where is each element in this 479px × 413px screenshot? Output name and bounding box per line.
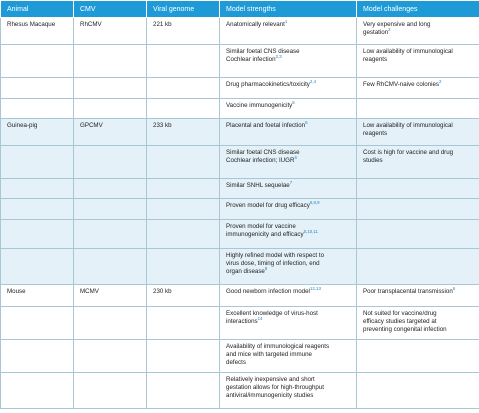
cmv-cell bbox=[74, 78, 147, 99]
strength-text-line bbox=[226, 99, 352, 110]
table-row bbox=[1, 285, 479, 307]
viral-genome-cell bbox=[147, 249, 220, 285]
challenge-text: reagents bbox=[363, 55, 388, 63]
model-challenge-cell bbox=[357, 249, 479, 285]
model-strength-cell bbox=[220, 78, 357, 99]
header-cmv: CMV bbox=[74, 1, 147, 18]
strength-text-line bbox=[226, 359, 352, 367]
reference-superscript: 6,8,9 bbox=[309, 199, 320, 205]
table-row bbox=[1, 199, 479, 220]
model-strength-cell bbox=[220, 199, 357, 220]
challenge-text: Not suited for vaccine/drug bbox=[363, 310, 437, 317]
strength-text-line bbox=[226, 154, 352, 165]
animal-cell bbox=[1, 146, 74, 179]
animal-cell bbox=[1, 307, 74, 340]
strength-text: Cochlear infection; IUGR bbox=[226, 156, 295, 164]
model-strength-cell bbox=[220, 146, 357, 179]
strength-text-line bbox=[226, 119, 352, 130]
viral-genome-cell: 230 kb bbox=[147, 285, 220, 307]
strength-text-line bbox=[226, 48, 352, 56]
strength-text-line bbox=[226, 315, 352, 326]
strength-text-line bbox=[226, 18, 352, 29]
reference-superscript: 6 bbox=[452, 285, 456, 291]
challenge-text: Very expensive and long bbox=[363, 21, 431, 28]
table-row bbox=[1, 119, 479, 146]
strength-text: Placental and foetal infection bbox=[226, 122, 306, 129]
model-strength-cell bbox=[220, 249, 357, 285]
model-challenge-cell bbox=[357, 146, 479, 179]
animal-cell bbox=[1, 45, 74, 78]
cmv-cell bbox=[74, 307, 147, 340]
table-row bbox=[1, 220, 479, 249]
model-challenge-cell bbox=[357, 373, 479, 409]
reference-superscript: 5 bbox=[292, 99, 295, 105]
table-row bbox=[1, 99, 479, 119]
table-row bbox=[1, 45, 479, 78]
reference-superscript: 2 bbox=[388, 26, 391, 32]
strength-text: Highly refined model with respect to bbox=[226, 252, 325, 259]
model-challenge-cell bbox=[357, 179, 479, 199]
challenge-text-line bbox=[363, 21, 475, 29]
table-row bbox=[1, 146, 479, 179]
strength-text: Similar foetal CNS disease bbox=[226, 48, 300, 55]
model-challenge-cell bbox=[357, 285, 479, 307]
table-row bbox=[1, 249, 479, 285]
reference-superscript: 2 bbox=[439, 78, 442, 84]
strength-text-line bbox=[226, 376, 352, 384]
strength-text: Proven model for drug efficacy bbox=[226, 202, 310, 209]
strength-text: virus dose, timing of infection, end bbox=[226, 259, 320, 267]
strength-text-line bbox=[226, 310, 352, 318]
cmv-cell bbox=[74, 146, 147, 179]
strength-text-line bbox=[226, 53, 352, 64]
strength-text-line bbox=[226, 223, 352, 231]
animal-cell bbox=[1, 179, 74, 199]
strength-text-line bbox=[226, 384, 352, 392]
strength-text: defects bbox=[226, 358, 246, 366]
viral-genome-cell bbox=[147, 45, 220, 78]
reference-superscript: 5,10,11 bbox=[303, 228, 318, 234]
strength-text-line bbox=[226, 285, 352, 296]
challenge-text-line bbox=[363, 130, 475, 138]
model-strength-cell bbox=[220, 285, 357, 307]
animal-cell bbox=[1, 373, 74, 409]
reference-superscript: 12,13 bbox=[309, 285, 321, 291]
challenge-text: preventing congenital infection bbox=[363, 325, 447, 333]
challenge-text-line bbox=[363, 157, 475, 165]
cmv-cell bbox=[74, 220, 147, 249]
challenge-text: studies bbox=[363, 156, 383, 164]
reference-superscript: 8 bbox=[264, 265, 268, 271]
strength-text-line bbox=[226, 199, 352, 210]
challenge-text-line bbox=[363, 26, 475, 37]
strength-text: Similar SNHL sequelae bbox=[226, 182, 290, 189]
animal-cell bbox=[1, 99, 74, 119]
challenge-text-line bbox=[363, 149, 475, 157]
header-viral-genome: Viral genome bbox=[147, 1, 220, 18]
model-challenge-cell bbox=[357, 307, 479, 340]
strength-text: Drug pharmacokinetics/toxicity bbox=[226, 81, 310, 88]
strength-text: Vaccine immunogenicity bbox=[226, 102, 293, 109]
strength-text: organ disease bbox=[226, 267, 265, 275]
table-row bbox=[1, 307, 479, 340]
strength-text: Anatomically relevant bbox=[226, 21, 285, 28]
challenge-text: Cost is high for vaccine and drug bbox=[363, 149, 454, 156]
challenge-text-line bbox=[363, 56, 475, 64]
strength-text: Availability of immunological reagents bbox=[226, 343, 330, 350]
model-challenge-cell bbox=[357, 220, 479, 249]
viral-genome-cell bbox=[147, 199, 220, 220]
viral-genome-cell bbox=[147, 307, 220, 340]
animal-cell bbox=[1, 220, 74, 249]
challenge-text-line bbox=[363, 326, 475, 334]
strength-text: Excellent knowledge of virus-host bbox=[226, 310, 318, 317]
model-strength-cell bbox=[220, 99, 357, 119]
reference-superscript: 1 bbox=[284, 18, 288, 24]
table-row bbox=[1, 78, 479, 99]
cmv-cell bbox=[74, 45, 147, 78]
challenge-text-line bbox=[363, 48, 475, 56]
animal-cell bbox=[1, 199, 74, 220]
cmv-cell bbox=[74, 249, 147, 285]
strength-text-line bbox=[226, 252, 352, 260]
viral-genome-cell bbox=[147, 220, 220, 249]
model-strength-cell bbox=[220, 119, 357, 146]
cmv-cell bbox=[74, 199, 147, 220]
cmv-cell bbox=[74, 373, 147, 409]
cmv-cell: MCMV bbox=[74, 285, 147, 307]
table-row bbox=[1, 373, 479, 409]
table-row bbox=[1, 18, 479, 45]
viral-genome-cell bbox=[147, 99, 220, 119]
viral-genome-cell bbox=[147, 146, 220, 179]
strength-text: immunogenicity and efficacy bbox=[226, 230, 304, 238]
model-strength-cell bbox=[220, 307, 357, 340]
challenge-text: Low availability of immunological bbox=[363, 48, 453, 55]
header-model-challenges: Model challenges bbox=[357, 1, 479, 18]
challenge-text-line bbox=[363, 122, 475, 130]
model-challenge-cell bbox=[357, 78, 479, 99]
strength-text-line bbox=[226, 351, 352, 359]
animal-cell bbox=[1, 249, 74, 285]
model-challenge-cell bbox=[357, 199, 479, 220]
challenge-text: Few RhCMV-naive colonies bbox=[363, 81, 439, 88]
strength-text: interactions bbox=[226, 317, 258, 325]
model-challenge-cell bbox=[357, 18, 479, 45]
challenge-text: efficacy studies targeted at bbox=[363, 317, 437, 325]
model-challenge-cell bbox=[357, 99, 479, 119]
model-challenge-cell bbox=[357, 340, 479, 373]
strength-text: Cochlear infection bbox=[226, 55, 276, 63]
reference-superscript: 6 bbox=[305, 119, 308, 125]
cmv-cell: RhCMV bbox=[74, 18, 147, 45]
strength-text-line bbox=[226, 78, 352, 89]
strength-text-line bbox=[226, 228, 352, 239]
reference-superscript: 7 bbox=[289, 179, 293, 185]
cmv-cell bbox=[74, 99, 147, 119]
viral-genome-cell bbox=[147, 78, 220, 99]
challenge-text-line bbox=[363, 310, 475, 318]
viral-genome-cell: 233 kb bbox=[147, 119, 220, 146]
model-challenge-cell bbox=[357, 119, 479, 146]
strength-text: Similar foetal CNS disease bbox=[226, 149, 300, 156]
strength-text: and mice with targeted immune bbox=[226, 350, 312, 358]
challenge-text: reagents bbox=[363, 129, 388, 137]
animal-cell bbox=[1, 340, 74, 373]
header-row bbox=[1, 1, 479, 18]
strength-text: Good newborn infection model bbox=[226, 288, 310, 295]
strength-text-line bbox=[226, 343, 352, 351]
challenge-text: gestation bbox=[363, 28, 389, 36]
strength-text: gestation allows for high-throughput bbox=[226, 383, 325, 391]
model-strength-cell bbox=[220, 340, 357, 373]
strength-text-line bbox=[226, 265, 352, 276]
challenge-text: Low availability of immunological bbox=[363, 122, 453, 129]
reference-superscript: 2,3 bbox=[275, 53, 282, 59]
viral-genome-cell bbox=[147, 373, 220, 409]
animal-cell bbox=[1, 78, 74, 99]
viral-genome-cell bbox=[147, 179, 220, 199]
strength-text: Relatively inexpensive and short bbox=[226, 376, 315, 383]
animal-cell: Rhesus Macaque bbox=[1, 18, 74, 45]
strength-text-line bbox=[226, 179, 352, 190]
model-strength-cell bbox=[220, 18, 357, 45]
strength-text-line bbox=[226, 149, 352, 157]
reference-superscript: 6 bbox=[294, 154, 297, 160]
challenge-text: Poor transplacental transmission bbox=[363, 288, 453, 295]
strength-text: Proven model for vaccine bbox=[226, 223, 296, 230]
cmv-cell bbox=[74, 179, 147, 199]
viral-genome-cell: 221 kb bbox=[147, 18, 220, 45]
reference-superscript: 2,4 bbox=[309, 78, 317, 84]
table-row bbox=[1, 179, 479, 199]
strength-text-line bbox=[226, 392, 352, 400]
challenge-text-line bbox=[363, 285, 475, 296]
animal-cell: Guinea-pig bbox=[1, 119, 74, 146]
cmv-cell bbox=[74, 340, 147, 373]
table-row bbox=[1, 340, 479, 373]
challenge-text-line bbox=[363, 78, 475, 89]
viral-genome-cell bbox=[147, 340, 220, 373]
challenge-text-line bbox=[363, 318, 475, 326]
animal-cell: Mouse bbox=[1, 285, 74, 307]
header-model-strengths: Model strengths bbox=[220, 1, 357, 18]
table-body bbox=[1, 18, 479, 409]
strength-text: antiviral/immunogenicity studies bbox=[226, 391, 314, 399]
cmv-cell: GPCMV bbox=[74, 119, 147, 146]
model-challenge-cell bbox=[357, 45, 479, 78]
header-animal: Animal bbox=[1, 1, 74, 18]
reference-superscript: 14 bbox=[257, 315, 263, 321]
model-strength-cell bbox=[220, 45, 357, 78]
model-strength-cell bbox=[220, 373, 357, 409]
model-strength-cell bbox=[220, 220, 357, 249]
model-strength-cell bbox=[220, 179, 357, 199]
